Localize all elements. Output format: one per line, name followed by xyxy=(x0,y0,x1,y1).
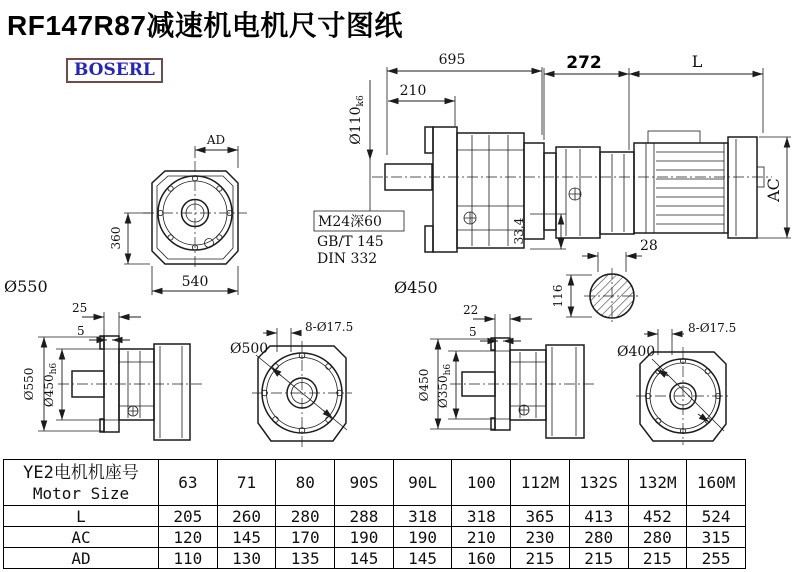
shaft-diameter-label: $Ø110_{k6}$ xyxy=(348,95,366,145)
col-header: 112M xyxy=(511,460,570,506)
table-cell: 255 xyxy=(687,548,746,569)
table-cell: 215 xyxy=(511,548,570,569)
flange-side-view-right xyxy=(417,303,597,438)
table-row-AD xyxy=(4,548,746,569)
col-header: 132S xyxy=(569,460,628,506)
table-cell: 120 xyxy=(159,527,218,548)
dim-5-label: 5 xyxy=(77,324,85,338)
dim-33-4-label: 33.4 xyxy=(512,217,526,245)
dia-550-dim-label: Ø550 xyxy=(22,367,36,401)
row-label: L xyxy=(4,506,159,527)
col-header: 90S xyxy=(335,460,394,506)
boserl-logo: BOSERL xyxy=(66,58,163,83)
dim-360-label: 360 xyxy=(109,226,123,250)
table-cell: 190 xyxy=(393,527,452,548)
shaft-end-note-1: M24深60 xyxy=(318,214,382,230)
dim-L-label: L xyxy=(691,52,703,71)
table-corner-header xyxy=(4,460,159,506)
motor-fins xyxy=(656,152,724,224)
col-header: 80 xyxy=(276,460,335,506)
table-cell: 145 xyxy=(335,548,394,569)
mounting-flange xyxy=(433,127,457,252)
table-cell: 145 xyxy=(393,548,452,569)
table-cell: 315 xyxy=(687,527,746,548)
row-label: AC xyxy=(4,527,159,548)
flange-side-view-left xyxy=(22,301,205,440)
table-cell: 288 xyxy=(335,506,394,527)
table-cell: 110 xyxy=(159,548,218,569)
table-cell: 170 xyxy=(276,527,335,548)
flange-front-view-right xyxy=(617,321,736,445)
table-row-AC xyxy=(4,527,746,548)
bolt-holes-label: 8-Ø17.5 xyxy=(688,321,737,335)
table-cell: 135 xyxy=(276,548,335,569)
table-cell: 280 xyxy=(276,506,335,527)
table-cell: 215 xyxy=(628,548,687,569)
col-header: 160M xyxy=(687,460,746,506)
reducer-motor-assembly-view xyxy=(314,52,791,324)
dim-22-label: 22 xyxy=(463,303,479,317)
table-cell: 230 xyxy=(511,527,570,548)
dim-210-label: 210 xyxy=(399,83,427,99)
table-header-row xyxy=(4,460,746,506)
flange-dia-450-label: Ø450 xyxy=(394,278,438,297)
dia-450h6-dim-label: $Ø450_{h6}$ xyxy=(42,362,59,408)
bolt-holes-label: 8-Ø17.5 xyxy=(305,320,354,334)
table-cell: 318 xyxy=(452,506,511,527)
dim-116-label: 116 xyxy=(551,284,565,308)
table-cell: 215 xyxy=(569,548,628,569)
table-cell: 190 xyxy=(335,527,394,548)
table-cell: 160 xyxy=(452,548,511,569)
col-header: 63 xyxy=(159,460,218,506)
table-cell: 524 xyxy=(687,506,746,527)
table-cell: 260 xyxy=(217,506,276,527)
table-cell: 210 xyxy=(452,527,511,548)
dim-AD-label: AD xyxy=(206,133,226,147)
col-header: 71 xyxy=(217,460,276,506)
table-cell: 280 xyxy=(569,527,628,548)
table-cell: 413 xyxy=(569,506,628,527)
dia-350h6-dim-label: $Ø350_{h6}$ xyxy=(436,363,453,409)
bell-housing xyxy=(556,147,600,238)
table-row-L xyxy=(4,506,746,527)
col-header: 100 xyxy=(452,460,511,506)
table-cell: 145 xyxy=(217,527,276,548)
header-cn: YE2电机机座号 xyxy=(23,462,139,483)
terminal-box xyxy=(648,131,700,143)
dim-540-label: 540 xyxy=(181,274,209,290)
row-label: AD xyxy=(4,548,159,569)
dia-500-label: Ø500 xyxy=(230,341,269,357)
table-cell: 280 xyxy=(628,527,687,548)
header-en: Motor Size xyxy=(32,483,130,503)
dim-AC-label: AC xyxy=(764,178,783,202)
gearbox-front-view xyxy=(4,133,247,296)
dia-450-dim-label: Ø450 xyxy=(417,368,431,402)
table-cell: 130 xyxy=(217,548,276,569)
dim-5-label: 5 xyxy=(469,325,477,339)
dia-550-label: Ø550 xyxy=(4,277,48,296)
dim-695-label: 695 xyxy=(438,52,466,68)
col-header: 132M xyxy=(628,460,687,506)
col-header: 90L xyxy=(393,460,452,506)
motor-size-table xyxy=(3,459,746,569)
page-title: RF147R87减速机电机尺寸图纸 xyxy=(7,10,403,41)
shaft-end-note-3: DIN 332 xyxy=(317,251,378,267)
dim-272-label: 272 xyxy=(566,53,602,73)
dia-400-label: Ø400 xyxy=(617,344,656,360)
table-cell: 365 xyxy=(511,506,570,527)
flange-front-view-left xyxy=(230,320,353,447)
table-cell: 452 xyxy=(628,506,687,527)
table-cell: 205 xyxy=(159,506,218,527)
dim-28-label: 28 xyxy=(640,238,658,254)
fan-cowl xyxy=(728,137,757,238)
shaft-end-note-2: GB/T 145 xyxy=(317,234,384,250)
table-cell: 318 xyxy=(393,506,452,527)
dim-25-label: 25 xyxy=(72,301,88,315)
